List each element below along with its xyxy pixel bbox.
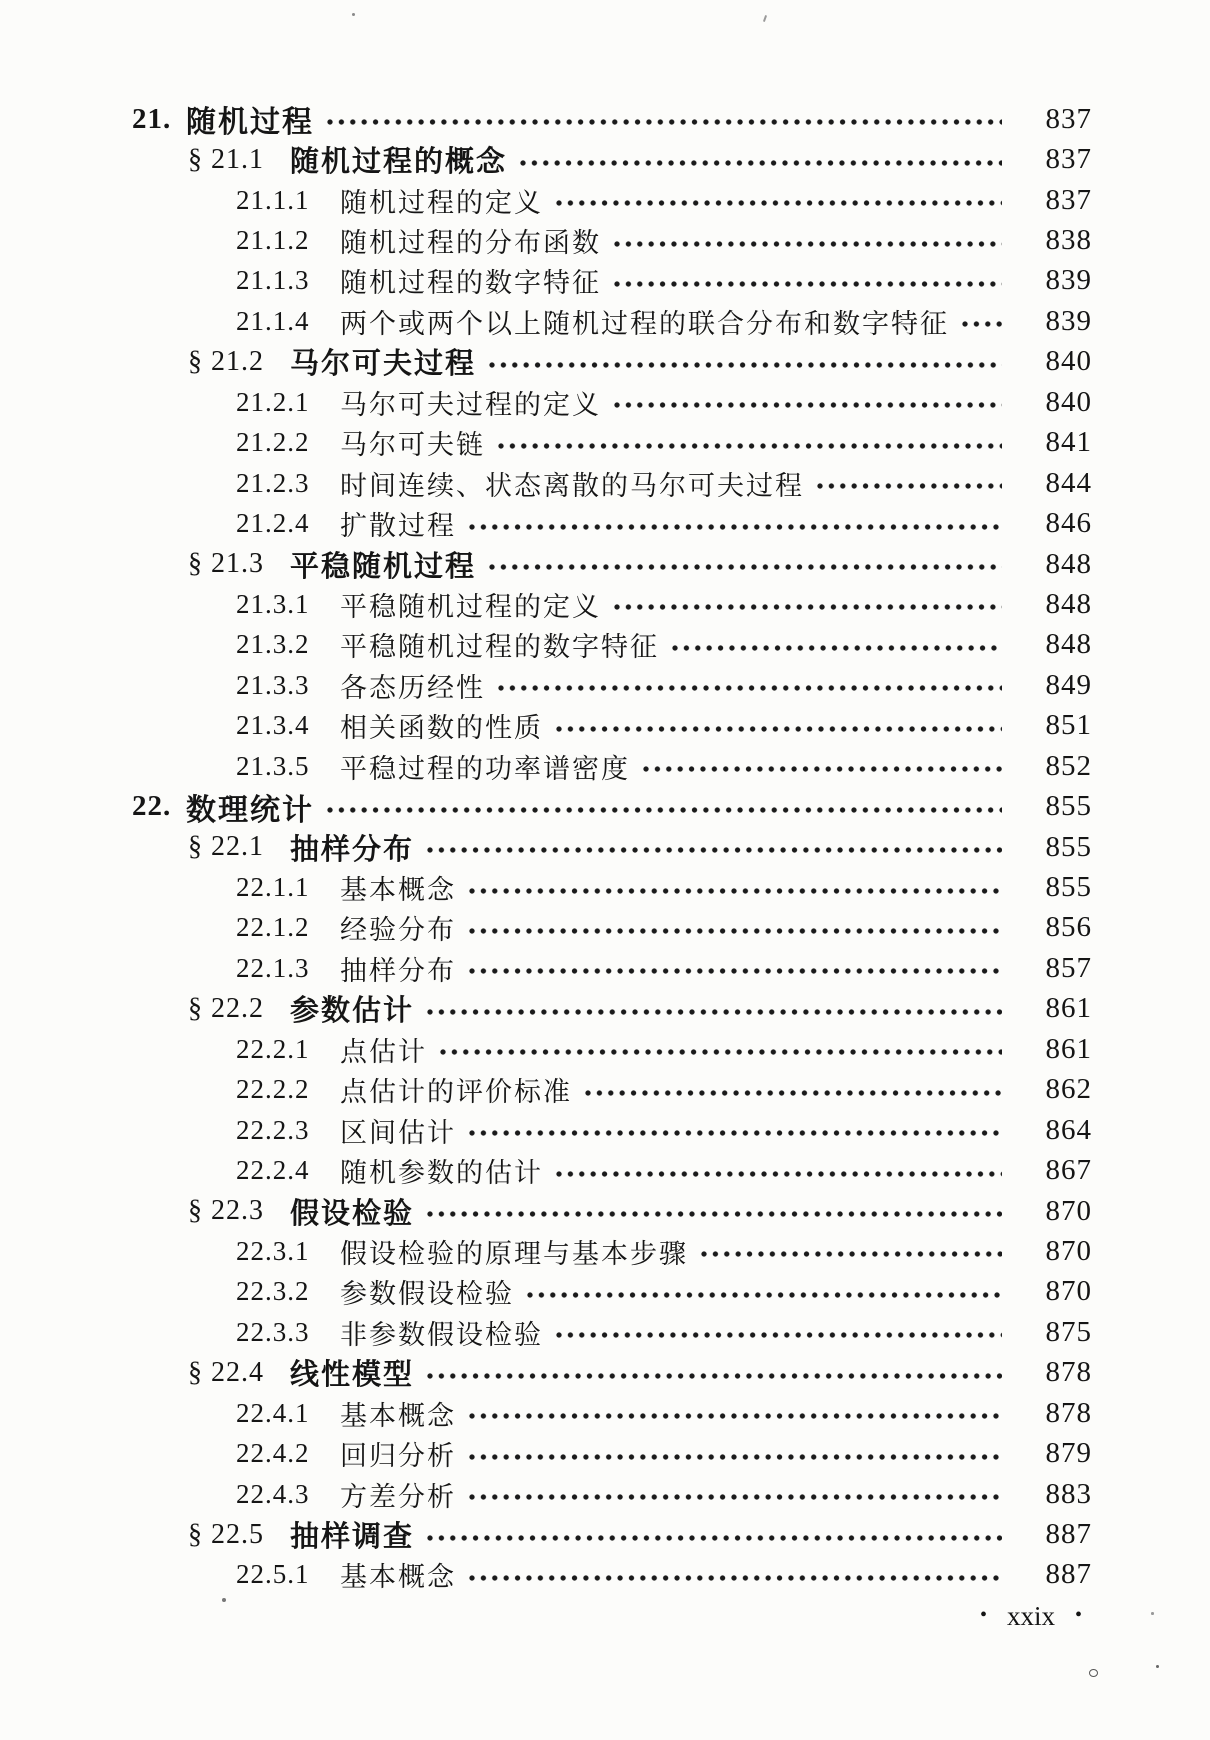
toc-entry <box>0 1474 1092 1514</box>
toc-entry-page: 848 <box>1045 587 1092 620</box>
toc-entry-page: 839 <box>1045 304 1092 337</box>
toc-entry-title: 非参数假设检验 <box>340 1319 543 1350</box>
toc-entry <box>0 139 1092 179</box>
toc-entry <box>0 867 1092 907</box>
toc-entry-number: § 21.1 <box>188 143 264 175</box>
dot-leader <box>468 521 1002 533</box>
dot-leader <box>526 1289 1002 1301</box>
dot-leader <box>555 723 1002 735</box>
toc-entry-title: 各态历经性 <box>340 672 485 703</box>
toc-entry-number: 22.5.1 <box>236 1559 310 1590</box>
toc-entry-title: 扩散过程 <box>340 511 456 542</box>
toc-entry-number: § 21.2 <box>188 345 264 377</box>
dot-leader <box>700 1248 1002 1260</box>
dot-leader <box>613 601 1002 613</box>
toc-entry-title: 时间连续、状态离散的马尔可夫过程 <box>340 470 804 501</box>
page-footer <box>980 1601 1082 1632</box>
dot-leader <box>468 885 1002 897</box>
toc-entry-number: 21.2.3 <box>236 467 310 498</box>
toc-entry-page: 855 <box>1045 790 1092 823</box>
toc-entry-title: 点估计 <box>340 1036 427 1067</box>
toc-entry-number: 21.1.3 <box>236 265 310 296</box>
dot-leader <box>326 804 1002 816</box>
footer-bullet-right: • <box>1074 1604 1082 1626</box>
toc-entry <box>0 544 1092 584</box>
toc-entry <box>0 1029 1092 1069</box>
toc-entry-number: 22.4.1 <box>236 1397 310 1428</box>
toc-entry-number: 21.1.1 <box>236 184 310 215</box>
toc-entry-title: 参数假设检验 <box>340 1279 514 1310</box>
toc-entry-title: 平稳过程的功率谱密度 <box>340 753 630 784</box>
scan-speck <box>1156 1665 1159 1668</box>
toc-entry-title: 平稳随机过程的数字特征 <box>340 632 659 663</box>
toc-entry-title: 点估计的评价标准 <box>340 1077 572 1108</box>
toc-entry-page: 870 <box>1045 1234 1092 1267</box>
toc-entry-number: 21.2.2 <box>236 427 310 458</box>
toc-entry-page: 844 <box>1045 466 1092 499</box>
toc-entry-number: 22.4.3 <box>236 1478 310 1509</box>
toc-entry <box>0 948 1092 988</box>
toc-entry-number: 22.2.2 <box>236 1074 310 1105</box>
toc-entry <box>0 463 1092 503</box>
toc-entry <box>0 1231 1092 1271</box>
toc-entry-title: 方差分析 <box>340 1481 456 1512</box>
toc-entry <box>0 423 1092 463</box>
toc-entry-title: 马尔可夫过程 <box>290 348 477 381</box>
toc-entry-page: 875 <box>1045 1315 1092 1348</box>
dot-leader <box>613 278 1002 290</box>
toc-entry <box>0 989 1092 1029</box>
dot-leader <box>426 1006 1002 1018</box>
toc-entry-number: 22.1.2 <box>236 912 310 943</box>
toc-entry-page: 855 <box>1045 830 1092 863</box>
dot-leader <box>426 844 1002 856</box>
toc-entry-number: 21. <box>132 102 172 135</box>
toc-entry-number: 22.3.2 <box>236 1276 310 1307</box>
toc-entry-number: 21.2.1 <box>236 386 310 417</box>
toc-entry-number: 21.1.2 <box>236 225 310 256</box>
toc-entry-number: § 22.4 <box>188 1356 264 1388</box>
toc-entry-title: 随机过程的定义 <box>340 187 543 218</box>
toc-entry-page: 862 <box>1045 1073 1092 1106</box>
toc-entry <box>0 261 1092 301</box>
toc-entry <box>0 584 1092 624</box>
toc-entry-number: 22.3.1 <box>236 1235 310 1266</box>
toc-entry <box>0 1514 1092 1554</box>
toc-entry-number: § 22.2 <box>188 992 264 1024</box>
toc-entry-page: 856 <box>1045 911 1092 944</box>
toc-entry-number: 21.3.2 <box>236 629 310 660</box>
dot-leader <box>555 197 1002 209</box>
toc-entry-page: 837 <box>1045 143 1092 176</box>
toc-entry <box>0 746 1092 786</box>
toc-entry <box>0 1433 1092 1473</box>
toc-entry-title: 假设检验 <box>290 1197 415 1230</box>
toc-entry-page: 838 <box>1045 224 1092 257</box>
toc-entry-title: 假设检验的原理与基本步骤 <box>340 1238 688 1269</box>
toc-entry-page: 841 <box>1045 426 1092 459</box>
toc-entry <box>0 827 1092 867</box>
dot-leader <box>488 561 1002 573</box>
toc-entry-number: 22.3.3 <box>236 1316 310 1347</box>
toc-entry-page: 840 <box>1045 385 1092 418</box>
dot-leader <box>519 157 1002 169</box>
toc-entry-title: 两个或两个以上随机过程的联合分布和数字特征 <box>340 308 949 339</box>
toc-entry <box>0 1555 1092 1595</box>
scan-speck <box>222 1598 226 1602</box>
toc-entry-title: 随机过程的分布函数 <box>340 228 601 259</box>
toc-entry <box>0 1150 1092 1190</box>
scan-speck <box>1151 1612 1154 1615</box>
toc-entry-title: 随机参数的估计 <box>340 1158 543 1189</box>
toc-entry-number: 22.1.3 <box>236 952 310 983</box>
dot-leader <box>555 1329 1002 1341</box>
toc-entry <box>0 1312 1092 1352</box>
toc-entry-title: 随机过程的概念 <box>290 146 508 179</box>
toc-entry-title: 数理统计 <box>186 793 314 827</box>
toc-entry-page: 849 <box>1045 668 1092 701</box>
toc-entry-title: 线性模型 <box>290 1359 415 1392</box>
toc-entry-title: 平稳随机过程 <box>290 550 477 583</box>
toc-entry <box>0 1353 1092 1393</box>
toc-entry-title: 回归分析 <box>340 1441 456 1472</box>
scan-speck <box>1089 1669 1098 1677</box>
toc-entry <box>0 1393 1092 1433</box>
toc-entry-page: 852 <box>1045 749 1092 782</box>
toc-entry <box>0 1272 1092 1312</box>
dot-leader <box>468 965 1002 977</box>
toc-entry-page: 883 <box>1045 1477 1092 1510</box>
dot-leader <box>961 318 1002 330</box>
toc-entry <box>0 99 1092 139</box>
toc-entry-number: 21.3.4 <box>236 710 310 741</box>
toc-entry-page: 839 <box>1045 264 1092 297</box>
dot-leader <box>816 480 1002 492</box>
toc-entry-page: 887 <box>1045 1518 1092 1551</box>
toc-entry <box>0 1191 1092 1231</box>
toc-entry-page: 879 <box>1045 1437 1092 1470</box>
footer-bullet-left: • <box>979 1604 987 1626</box>
toc-entry <box>0 1110 1092 1150</box>
dot-leader <box>613 399 1002 411</box>
toc-entry-title: 随机过程 <box>186 106 314 140</box>
toc-entry-number: 21.3.3 <box>236 669 310 700</box>
toc-entry-page: 857 <box>1045 951 1092 984</box>
toc-entry-title: 参数估计 <box>290 995 415 1028</box>
footer-page-number: xxix <box>1006 1601 1055 1631</box>
dot-leader <box>426 1532 1002 1544</box>
toc-entry <box>0 1070 1092 1110</box>
dot-leader <box>439 1046 1002 1058</box>
dot-leader <box>468 925 1002 937</box>
scan-speck <box>352 13 355 16</box>
toc-entry <box>0 786 1092 826</box>
toc-entry-page: 861 <box>1045 1032 1092 1065</box>
toc-entry-title: 抽样分布 <box>340 955 456 986</box>
dot-leader <box>468 1491 1002 1503</box>
toc-entry <box>0 625 1092 665</box>
dot-leader <box>426 1208 1002 1220</box>
toc-entry <box>0 180 1092 220</box>
toc-entry-title: 基本概念 <box>340 1562 456 1593</box>
toc-entry-page: 846 <box>1045 507 1092 540</box>
toc-entry-number: 21.2.4 <box>236 508 310 539</box>
toc-entry <box>0 220 1092 260</box>
toc-entry <box>0 665 1092 705</box>
toc-entry-number: 21.3.5 <box>236 750 310 781</box>
dot-leader <box>555 1168 1002 1180</box>
toc-entry-page: 840 <box>1045 345 1092 378</box>
dot-leader <box>468 1410 1002 1422</box>
toc-entry-title: 抽样调查 <box>290 1521 415 1554</box>
toc-entry-page: 864 <box>1045 1113 1092 1146</box>
toc-entry <box>0 301 1092 341</box>
dot-leader <box>488 359 1002 371</box>
toc-entry-title: 基本概念 <box>340 875 456 906</box>
toc-entry <box>0 908 1092 948</box>
toc-entry-title: 随机过程的数字特征 <box>340 268 601 299</box>
toc-entry-number: § 22.1 <box>188 831 264 863</box>
toc-entry-page: 887 <box>1045 1558 1092 1591</box>
dot-leader <box>326 116 1002 128</box>
toc-entry-number: § 22.5 <box>188 1518 264 1550</box>
toc-entry-title: 基本概念 <box>340 1400 456 1431</box>
dot-leader <box>613 238 1002 250</box>
toc-entry-page: 878 <box>1045 1356 1092 1389</box>
toc-entry-page: 870 <box>1045 1275 1092 1308</box>
toc-entry-title: 区间估计 <box>340 1117 456 1148</box>
toc-entry <box>0 503 1092 543</box>
dot-leader <box>468 1127 1002 1139</box>
toc-entry-page: 855 <box>1045 871 1092 904</box>
toc-entry <box>0 706 1092 746</box>
toc-entry <box>0 342 1092 382</box>
toc-entry-title: 马尔可夫过程的定义 <box>340 389 601 420</box>
toc-entry-number: 22.2.4 <box>236 1155 310 1186</box>
toc-entry-page: 870 <box>1045 1194 1092 1227</box>
dot-leader <box>468 1572 1002 1584</box>
toc-entry-page: 848 <box>1045 628 1092 661</box>
toc-entry-page: 837 <box>1045 183 1092 216</box>
toc-entry-title: 经验分布 <box>340 915 456 946</box>
toc-entry-number: § 21.3 <box>188 548 264 580</box>
toc-entry-number: 22.2.1 <box>236 1033 310 1064</box>
scan-speck <box>763 15 767 22</box>
toc-entry-number: 22.2.3 <box>236 1114 310 1145</box>
dot-leader <box>426 1370 1002 1382</box>
toc-entry-title: 抽样分布 <box>290 833 415 866</box>
dot-leader <box>497 440 1002 452</box>
toc-entry-number: § 22.3 <box>188 1195 264 1227</box>
dot-leader <box>497 682 1002 694</box>
dot-leader <box>584 1087 1002 1099</box>
toc-entry-number: 21.1.4 <box>236 305 310 336</box>
toc-entry-number: 22.1.1 <box>236 872 310 903</box>
toc-entry-page: 837 <box>1045 102 1092 135</box>
toc-entry-number: 22. <box>132 790 172 823</box>
toc-list <box>0 99 1092 1595</box>
dot-leader <box>642 763 1002 775</box>
toc-entry-number: 22.4.2 <box>236 1438 310 1469</box>
dot-leader <box>468 1451 1002 1463</box>
dot-leader <box>671 642 1002 654</box>
toc-entry-number: 21.3.1 <box>236 588 310 619</box>
toc-entry-page: 851 <box>1045 709 1092 742</box>
toc-entry-page: 861 <box>1045 992 1092 1025</box>
toc-entry-page: 867 <box>1045 1154 1092 1187</box>
toc-entry-page: 848 <box>1045 547 1092 580</box>
toc-entry <box>0 382 1092 422</box>
toc-entry-title: 相关函数的性质 <box>340 713 543 744</box>
toc-entry-title: 马尔可夫链 <box>340 430 485 461</box>
toc-entry-page: 878 <box>1045 1396 1092 1429</box>
toc-entry-title: 平稳随机过程的定义 <box>340 591 601 622</box>
